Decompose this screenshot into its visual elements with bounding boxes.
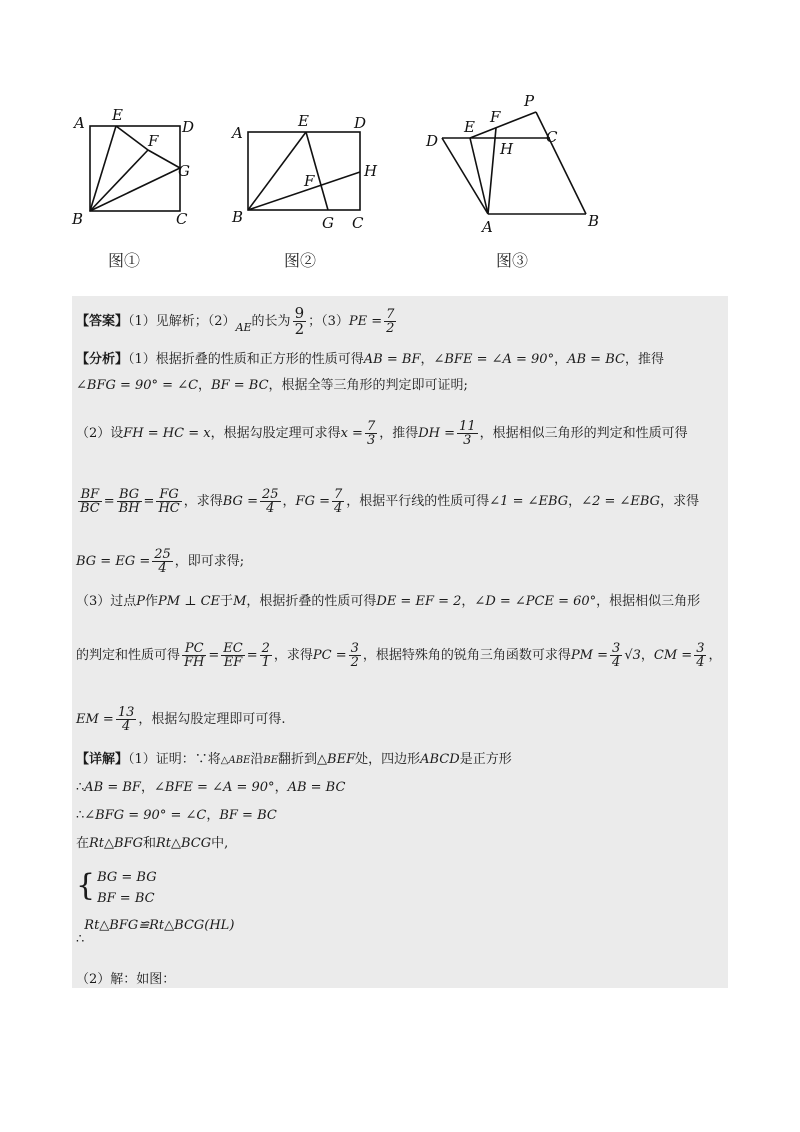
point-label-p: P: [524, 92, 535, 110]
analysis-text: 于: [220, 594, 234, 609]
math: BF = BC: [211, 378, 269, 393]
analysis-text: ，根据勾股定理可求得: [210, 426, 341, 441]
math: DE = EF = 2: [376, 594, 462, 609]
point-label-c: C: [176, 210, 188, 228]
math: ∠BFG = 90° = ∠C: [76, 378, 199, 393]
fraction: $\frac{7}{3}$: [366, 419, 376, 448]
detail-text: 沿: [250, 752, 264, 767]
fraction: $\frac{3}{4}$: [612, 641, 621, 670]
math: BF = BC: [219, 808, 277, 823]
analysis-line-3: [76, 420, 688, 447]
therefore-symbol: ∴: [76, 808, 85, 823]
detail-text: 和: [142, 836, 156, 851]
math: FH = HC = x: [123, 426, 211, 441]
detail-line-3: [76, 808, 277, 824]
analysis-text: ，根据平行线的性质可得: [346, 494, 490, 509]
math: AB = BF: [363, 352, 421, 367]
fraction: $\frac{7}{4}$: [333, 487, 343, 516]
punct: ，: [708, 648, 722, 663]
fraction: $\frac{3}{4}$: [696, 641, 705, 670]
point-label-g: G: [322, 214, 334, 232]
fraction: $\frac{EC}{EF}$: [223, 641, 243, 670]
answer-ae: AE: [235, 321, 252, 334]
math: EM =: [76, 712, 114, 727]
analysis-tag: 【分析】: [76, 352, 129, 367]
detail-tag: 【详解】: [76, 752, 129, 767]
brace-symbol: {: [76, 868, 96, 903]
figure-2-caption: 图②: [284, 251, 317, 270]
answer-tag: 【答案】: [76, 314, 129, 329]
analysis-text: 作: [145, 594, 159, 609]
detail-line-2: [76, 780, 345, 796]
analysis-line-1: [76, 352, 664, 368]
analysis-text: ，推得: [379, 426, 419, 441]
math: Rt△BFG≌Rt△BCG(HL): [84, 918, 235, 933]
answer-ae-value: $\frac{9}{2}$: [294, 304, 305, 338]
math: ∠BFG = 90° = ∠C: [84, 808, 207, 823]
analysis-text: ，根据折叠的性质可得: [246, 594, 377, 609]
punct: ，: [282, 494, 296, 509]
punct: ，: [140, 780, 154, 795]
math: PM ⊥ CE: [158, 594, 221, 609]
answer-ae-text: 的长为: [251, 314, 291, 329]
math: ∠2 = ∠EBG: [581, 494, 661, 509]
detail-line-6: [76, 918, 235, 947]
fraction: $\frac{BG}{BH}$: [118, 487, 140, 516]
analysis-line-7: 的判定和性质可得 $\frac{PC}{FH}$ = $\frac{EC}{EF}$ = $\frac{2}{1}$ ，求得PC = $\frac{3}{2}$ ，根据特殊角的锐角三角函数可求得PM = $\frac{3}{4}$ √3，CM = $\frac{3}{4}$ ，: [76, 641, 722, 670]
figure-3-caption: 图③: [496, 251, 529, 270]
punct: ，: [640, 648, 654, 663]
math: AB = BC: [287, 780, 346, 795]
point-label-b: B: [588, 212, 600, 230]
point-label-g: G: [178, 162, 190, 180]
point-label-d: D: [182, 118, 195, 136]
analysis-text: （1）根据折叠的性质和正方形的性质可得: [128, 352, 364, 367]
answer-part1: （1）见解析；（2）: [128, 314, 236, 329]
analysis-text: ，根据勾股定理即可可得.: [138, 712, 286, 727]
point-label-f: F: [148, 132, 159, 150]
point-label-e: E: [112, 106, 123, 124]
point-label-a: A: [74, 114, 85, 132]
fraction: $\frac{FG}{HC}$: [158, 487, 180, 516]
analysis-line-4: $\frac{BF}{BC}$ = $\frac{BG}{BH}$ = $\frac{FG}{HC}$ ，求得BG = $\frac{25}{4}$ ，FG = $\frac{7}{4}$ ，根据平行线的性质可得∠1 = ∠EBG，∠2 = ∠EBG，求得: [80, 487, 700, 516]
fraction: $\frac{BF}{BC}$: [80, 487, 100, 516]
analysis-text: （3）过点: [76, 594, 137, 609]
math: ∠1 = ∠EBG: [489, 494, 569, 509]
detail-text: （2）解：如图：: [76, 972, 176, 987]
detail-text: 在: [76, 836, 90, 851]
point-label-d: D: [354, 114, 367, 132]
detail-line-7: [76, 972, 175, 988]
detail-text: 处，四边形: [355, 752, 421, 767]
therefore-symbol: ∴: [76, 932, 85, 947]
punct: ，: [198, 378, 212, 393]
math: Rt△BFG: [89, 836, 143, 851]
point-label-c: C: [546, 128, 558, 146]
detail-line-1: [76, 752, 512, 769]
fraction: $\frac{PC}{FH}$: [184, 641, 205, 670]
answer-part3: ；（3）: [308, 314, 349, 329]
punct: ，: [274, 780, 288, 795]
point-label-e: E: [298, 112, 309, 130]
figure-1: [70, 100, 210, 230]
point-label-f: F: [304, 172, 315, 190]
punct: ，: [206, 808, 220, 823]
punct: ，: [420, 352, 434, 367]
analysis-text: ，求得: [273, 648, 313, 663]
answer-line: [76, 306, 398, 337]
analysis-text: ，根据相似三角形: [596, 594, 701, 609]
point-label-b: B: [72, 210, 84, 228]
math: BG = BG: [97, 870, 157, 885]
math: PM =: [570, 648, 609, 663]
analysis-text: ，求得: [183, 494, 223, 509]
point-label-e: E: [464, 118, 475, 136]
math: M: [233, 594, 247, 609]
point-label-c: C: [352, 214, 364, 232]
analysis-text: 的判定和性质可得: [76, 648, 181, 663]
detail-brace-system: [76, 864, 157, 909]
math: PC =: [312, 648, 347, 663]
math: FG =: [295, 494, 330, 509]
fraction: $\frac{3}{2}$: [350, 641, 359, 670]
math: BG =: [222, 494, 258, 509]
figure-1-caption: 图①: [108, 251, 141, 270]
math: Rt△BCG: [156, 836, 212, 851]
math: BF = BC: [97, 891, 155, 906]
detail-line-4: [76, 836, 228, 852]
math: △ABE: [220, 755, 251, 766]
fraction: $\frac{13}{4}$: [117, 705, 135, 734]
math: AB = BF: [84, 780, 141, 795]
figure-2: [226, 110, 386, 235]
figure-3-diagram: [420, 92, 620, 240]
fraction: $\frac{2}{1}$: [261, 641, 270, 670]
fraction: $\frac{25}{4}$: [154, 547, 171, 576]
math: BE: [263, 755, 279, 766]
analysis-text: ，根据全等三角形的判定即可证明;: [268, 378, 468, 393]
analysis-text: ，即可求得;: [174, 554, 245, 569]
analysis-line-6: [76, 594, 700, 610]
math: P: [136, 594, 146, 609]
therefore-symbol: ∴: [76, 780, 85, 795]
math: x =: [340, 426, 363, 441]
analysis-text: ，根据相似三角形的判定和性质可得: [479, 426, 688, 441]
point-label-h: H: [500, 140, 514, 158]
figure-1-diagram: [70, 100, 210, 230]
math: ∠D = ∠PCE = 60°: [474, 594, 597, 609]
math: DH =: [418, 426, 456, 441]
detail-text: （1）证明：∵将: [128, 752, 221, 767]
figure-2-diagram: [226, 110, 386, 235]
math: ∠BFE = ∠A = 90°: [433, 352, 555, 367]
point-label-b: B: [232, 208, 244, 226]
fraction: $\frac{25}{4}$: [261, 487, 279, 516]
point-label-h: H: [364, 162, 378, 180]
math: ∠BFE = ∠A = 90°: [153, 780, 275, 795]
analysis-text: ，推得: [624, 352, 664, 367]
figure-3: [420, 92, 620, 240]
detail-text: 翻折到: [278, 752, 318, 767]
detail-text: 中,: [211, 836, 229, 851]
analysis-text: （2）设: [76, 426, 124, 441]
math: △BEF: [317, 752, 356, 767]
math: BG = EG =: [76, 554, 151, 569]
analysis-text: ，求得: [660, 494, 700, 509]
detail-text: 是正方形: [459, 752, 512, 767]
math: √3: [624, 648, 641, 663]
point-label-a: A: [232, 124, 243, 142]
analysis-line-5: [76, 548, 244, 575]
punct: ，: [461, 594, 475, 609]
math: CM =: [653, 648, 693, 663]
answer-pe: PE =: [348, 314, 383, 329]
point-label-a: A: [482, 218, 493, 236]
math: AB = BC: [567, 352, 625, 367]
analysis-text: ，根据特殊角的锐角三角函数可求得: [362, 648, 571, 663]
fraction: $\frac{11}{3}$: [459, 419, 476, 448]
analysis-line-8: [76, 706, 286, 733]
analysis-line-2: [76, 378, 468, 394]
math: ABCD: [420, 752, 460, 767]
punct: ，: [554, 352, 568, 367]
punct: ，: [568, 494, 582, 509]
point-label-f: F: [490, 108, 501, 126]
point-label-d: D: [426, 132, 439, 150]
answer-pe-value: $\frac{7}{2}$: [386, 307, 395, 336]
